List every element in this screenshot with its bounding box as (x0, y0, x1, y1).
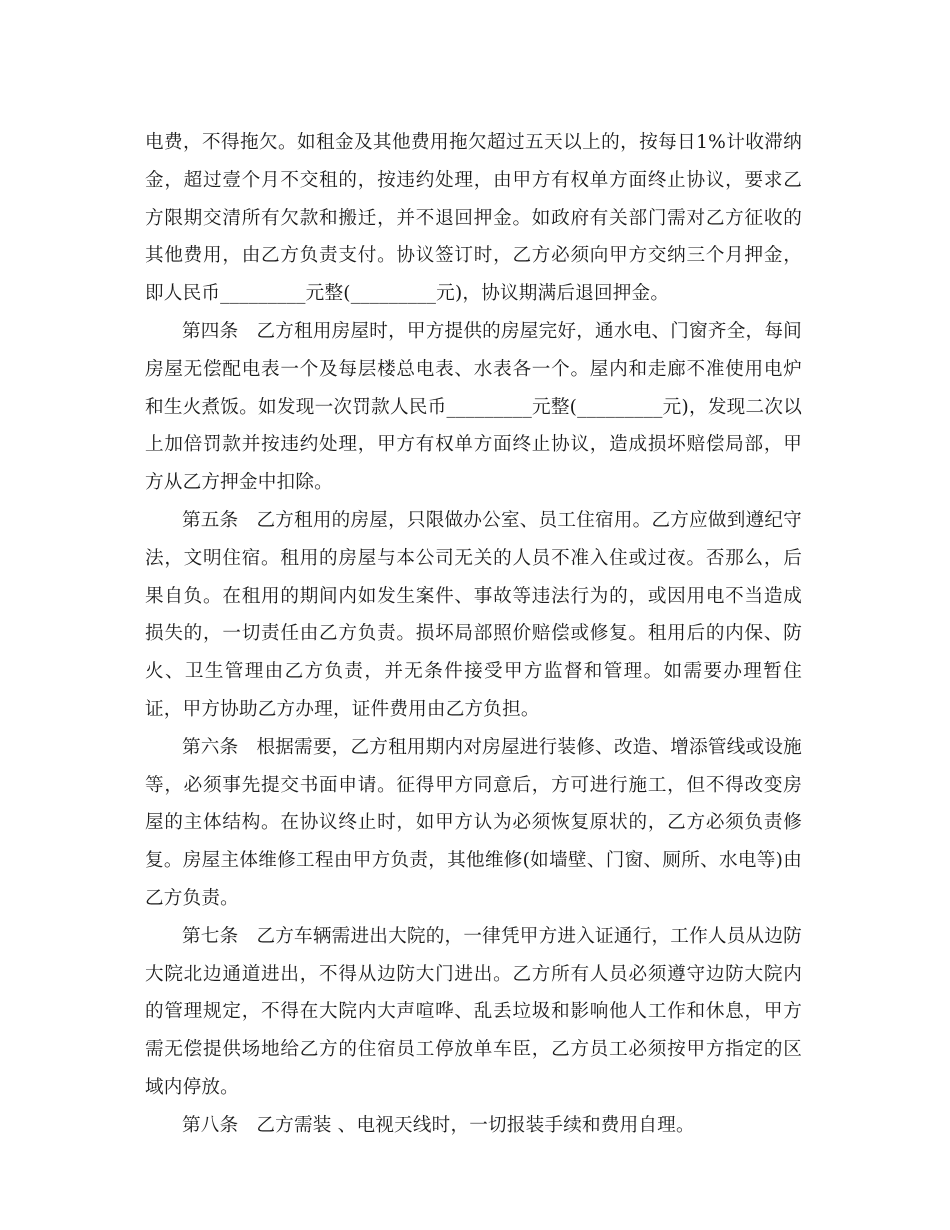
article-number: 第八条 (182, 1114, 239, 1136)
paragraph-text: 乙方租用房屋时，甲方提供的房屋完好，通水电、门窗齐全，每间房屋无偿配电表一个及每层楼总电表、水表各一个。屋内和走廊不准使用电炉和生火煮饭。如发现一次罚款人民币_________元整(_________元)，发现二次以上加倍罚款并按违约处理，甲方有权单方面终止协议，造成损坏赔偿局部，甲方从乙方押金中扣除。 (145, 320, 802, 494)
document-body (145, 124, 802, 1145)
article-number: 第六条 (182, 736, 239, 758)
paragraph-article-5 (145, 502, 802, 729)
paragraph-text: 根据需要，乙方租用期内对房屋进行装修、改造、增添管线或设施等，必须事先提交书面申请。征得甲方同意后，方可进行施工，但不得改变房屋的主体结构。在协议终止时，如甲方认为必须恢复原状的，乙方必须负责修复。房屋主体维修工程由甲方负责，其他维修(如墙壁、门窗、厕所、水电等)由乙方负责。 (145, 736, 802, 909)
paragraph-text: 乙方租用的房屋，只限做办公室、员工住宿用。乙方应做到遵纪守法，文明住宿。租用的房屋与本公司无关的人员不准入住或过夜。否那么，后果自负。在租用的期间内如发生案件、事故等违法行为的，或因用电不当造成损失的，一切责任由乙方负责。损坏局部照价赔偿或修复。租用后的内保、防火、卫生管理由乙方负责，并无条件接受甲方监督和管理。如需要办理暂住证，甲方协助乙方办理，证件费用由乙方负担。 (145, 509, 802, 720)
paragraph-text: 电费，不得拖欠。如租金及其他费用拖欠超过五天以上的，按每日1%计收滞纳金，超过壹个月不交租的，按违约处理，由甲方有权单方面终止协议，要求乙方限期交清所有欠款和搬迁，并不退回押金。如政府有关部门需对乙方征收的其他费用，由乙方负责支付。协议签订时，乙方必须向甲方交纳三个月押金，即人民币_________元整(_________元)，协议期满后退回押金。 (145, 132, 802, 305)
paragraph-text: 乙方车辆需进出大院的，一律凭甲方进入证通行，工作人员从边防大院北边通道进出，不得从边防大门进出。乙方所有人员必须遵守边防大院内的管理规定，不得在大院内大声喧哗、乱丢垃圾和影响他人工作和休息，甲方需无偿提供场地给乙方的住宿员工停放单车臣，乙方员工必须按甲方指定的区域内停放。 (145, 925, 802, 1098)
paragraph-article-4 (145, 313, 802, 502)
article-number: 第七条 (182, 925, 239, 947)
paragraph-article-8 (145, 1107, 802, 1145)
paragraph-continued-fees (145, 124, 802, 313)
paragraph-article-6 (145, 729, 802, 918)
article-number: 第四条 (182, 320, 239, 342)
paragraph-article-7 (145, 918, 802, 1107)
paragraph-text: 乙方需装 、电视天线时，一切报装手续和费用自理。 (256, 1114, 695, 1136)
article-number: 第五条 (182, 509, 239, 531)
